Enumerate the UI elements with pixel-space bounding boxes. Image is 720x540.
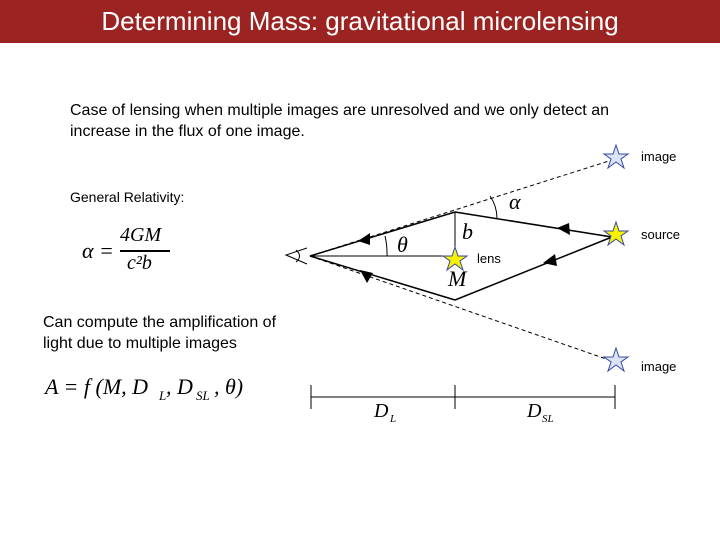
image-bottom-label: image <box>641 359 677 374</box>
source-label: source <box>641 227 681 242</box>
theta-symbol: θ <box>397 232 408 257</box>
lens-distance-symbol: D <box>374 400 389 422</box>
image-star-bottom <box>604 348 628 371</box>
observer-eye-icon <box>286 248 307 264</box>
lens-mass-symbol: M <box>448 266 467 291</box>
ray-observer-to-lower-deflection <box>310 256 455 300</box>
distance-scale <box>311 385 615 409</box>
amplification-text: Can compute the amplification of light due to multiple images <box>43 314 277 352</box>
arrow-upper-right <box>557 223 570 235</box>
amp-eq-part1: A = f (M, D <box>45 374 149 399</box>
equation-denominator: c²b <box>127 252 152 274</box>
source-lens-distance-subscript: SL <box>542 413 554 425</box>
lens-distance-subscript: L <box>390 413 397 425</box>
slide-title: Determining Mass: gravitational microlensing <box>101 6 619 36</box>
amp-eq-sub-l: L <box>159 388 167 403</box>
source-lens-distance-symbol: D <box>527 400 542 422</box>
intro-text: Case of lensing when multiple images are unresolved and we only detect an increase in the flux of one image. <box>70 102 609 140</box>
amp-eq-sub-sl: SL <box>196 388 210 403</box>
equation-lhs: α = <box>82 238 114 263</box>
ray-upper-deflection-to-source <box>455 212 612 237</box>
general-relativity-heading: General Relativity: <box>70 189 185 205</box>
arrow-upper-left <box>358 233 370 245</box>
image-star-top <box>604 145 628 168</box>
arrow-lower-left <box>360 270 373 283</box>
theta-arc <box>385 236 387 256</box>
image-top-label: image <box>641 149 677 164</box>
equation-numerator: 4GM <box>120 224 162 246</box>
lens-label: lens <box>477 251 501 266</box>
alpha-arc <box>490 196 497 218</box>
ray-lower-deflection-to-source <box>455 237 612 300</box>
source-star <box>604 222 628 245</box>
ray-observer-to-upper-deflection <box>310 212 455 256</box>
impact-parameter-symbol: b <box>462 219 473 244</box>
amp-eq-part3: , θ) <box>214 374 244 399</box>
alpha-symbol: α <box>509 189 521 214</box>
amp-eq-part2: , D <box>166 374 193 399</box>
